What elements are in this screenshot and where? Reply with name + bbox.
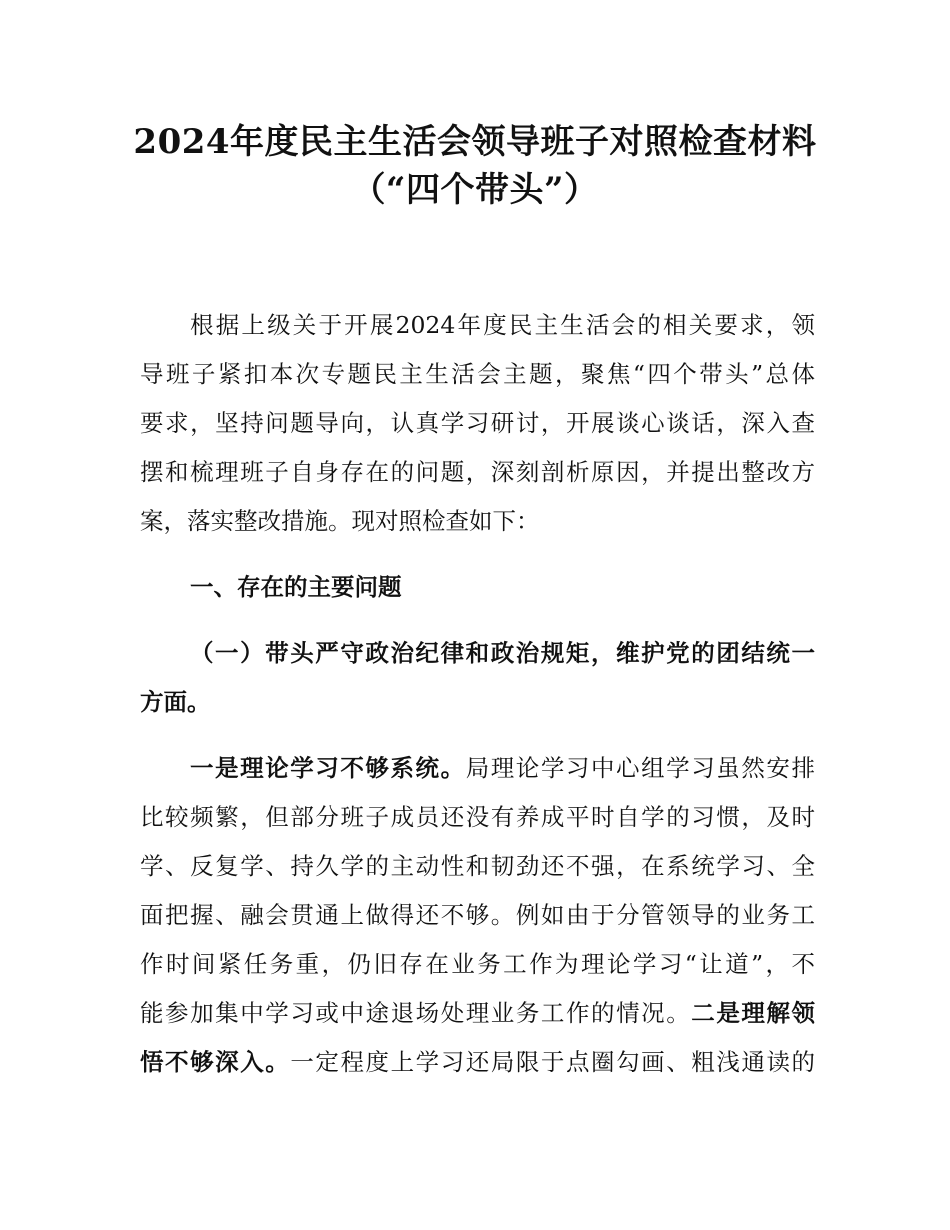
intro-line-1: 根据上级关于开展2024年度民主生活会的相关要求，领 [190, 311, 815, 339]
document-title-line-1: 2024年度民主生活会领导班子对照检查材料 [133, 122, 817, 162]
document-title-line-2: （“四个带头”） [351, 170, 599, 210]
intro-line-2: 导班子紧扣本次专题民主生活会主题，聚焦“四个带头”总体 [140, 360, 815, 388]
intro-line-3: 要求，坚持问题导向，认真学习研讨，开展谈心谈话，深入查 [140, 409, 815, 437]
paragraph-line-2: 比较频繁，但部分班子成员还没有养成平时自学的习惯，及时 [140, 803, 815, 831]
paragraph-line-5: 作时间紧任务重，仍旧存在业务工作为理论学习“让道”，不 [140, 950, 815, 978]
paragraph-line-4: 面把握、融会贯通上做得还不够。例如由于分管领导的业务工 [140, 901, 815, 929]
point-2-lead-part-1: 二是理解领 [691, 999, 815, 1027]
section-heading-1: 一、存在的主要问题 [190, 573, 402, 601]
paragraph-line-1-text: 局理论学习中心组学习虽然安排 [465, 754, 815, 782]
paragraph-line-1 [190, 743, 815, 793]
paragraph-line-6-text: 能参加集中学习或中途退场处理业务工作的情况。 [140, 999, 692, 1027]
paragraph-line-7 [140, 1037, 815, 1087]
point-1-lead: 一是理论学习不够系统。 [190, 754, 466, 782]
paragraph-line-7-text: 一定程度上学习还局限于点圈勾画、粗浅通读的 [290, 1048, 815, 1076]
intro-line-5: 案，落实整改措施。现对照检查如下： [140, 507, 540, 535]
paragraph-line-3: 学、反复学、持久学的主动性和韧劲还不强，在系统学习、全 [140, 852, 815, 880]
point-2-lead-part-2: 悟不够深入。 [140, 1048, 291, 1076]
intro-line-4: 摆和梳理班子自身存在的问题，深刻剖析原因，并提出整改方 [140, 458, 815, 486]
subsection-heading-1-line-1: （一）带头严守政治纪律和政治规矩，维护党的团结统一 [190, 639, 815, 667]
subsection-heading-1-line-2: 方面。 [140, 688, 211, 716]
paragraph-line-6 [140, 988, 815, 1038]
